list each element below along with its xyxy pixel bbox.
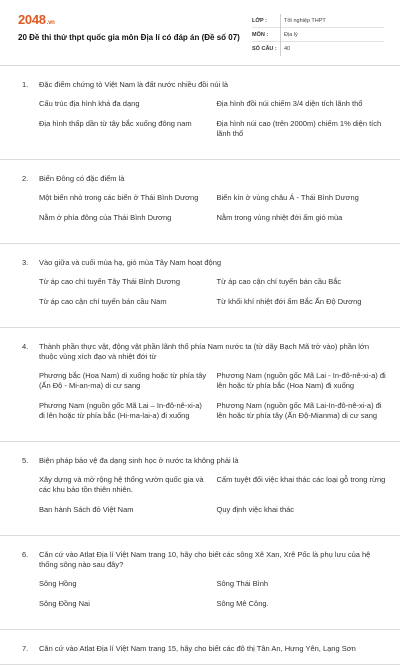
document-title: 20 Đề thi thử thpt quốc gia môn Địa lí có đáp án (Đề số 07) bbox=[18, 33, 240, 42]
answer-option[interactable]: Ban hành Sách đỏ Việt Nam bbox=[39, 505, 134, 514]
question-block bbox=[0, 536, 400, 630]
answer-options bbox=[22, 475, 386, 525]
answer-option[interactable]: Địa hình thấp dần từ tây bắc xuống đông nam bbox=[39, 119, 192, 128]
question-block bbox=[0, 66, 400, 160]
question-text: Thành phần thực vật, động vật phần lãnh thổ phía Nam nước ta (từ dãy Bạch Mã trở vào) phần lớn thuộc vùng xích đạo và nhiệt đới từ bbox=[39, 342, 370, 361]
question-block bbox=[0, 244, 400, 328]
question-header bbox=[22, 550, 386, 570]
answer-option[interactable]: Phương bắc (Hoa Nam) di xuống hoặc từ phía tây (Ấn Độ - Mi-an-ma) di cư sang bbox=[39, 371, 207, 390]
info-value: 40 bbox=[284, 46, 291, 52]
question-number: 5. bbox=[22, 456, 29, 465]
answer-option[interactable]: Từ áp cao cận chí tuyến bán cầu Bắc bbox=[216, 277, 342, 286]
answer-option[interactable]: Một biển nhỏ trong các biển ở Thái Bình Dương bbox=[39, 193, 199, 202]
question-number: 1. bbox=[22, 80, 29, 89]
answer-options bbox=[22, 99, 386, 149]
answer-option[interactable]: Sông Thái Bình bbox=[216, 579, 269, 588]
info-row-question-count bbox=[252, 42, 384, 56]
answer-option[interactable]: Cấm tuyệt đối việc khai thác các loại gỗ trong rừng bbox=[216, 475, 386, 484]
answer-option[interactable]: Địa hình đồi núi chiếm 3/4 diện tích lãnh thổ bbox=[216, 99, 363, 108]
question-header bbox=[22, 258, 386, 268]
document-header bbox=[0, 0, 400, 66]
answer-options bbox=[22, 371, 386, 431]
answer-option[interactable]: Quy định việc khai thác bbox=[216, 505, 295, 514]
answer-options bbox=[22, 193, 386, 233]
question-text: Biện pháp bảo vệ đa dạng sinh học ở nước ta không phải là bbox=[39, 456, 239, 465]
question-number: 7. bbox=[22, 644, 29, 653]
answer-option[interactable]: Cấu trúc địa hình khá đa dạng bbox=[39, 99, 140, 108]
logo-text: 2048 bbox=[18, 12, 46, 27]
question-number: 6. bbox=[22, 550, 29, 559]
question-text: Căn cứ vào Atlat Địa lí Việt Nam trang 10, hãy cho biết các sông Xê Xan, Xrê Pốc là phụ lưu của hệ thống sông nào sau đây? bbox=[39, 550, 371, 569]
answer-option[interactable]: Sông Mê Công. bbox=[216, 599, 269, 608]
question-text: Vào giữa và cuối mùa hạ, gió mùa Tây Nam hoạt động bbox=[39, 258, 222, 267]
question-header bbox=[22, 174, 386, 184]
question-block bbox=[0, 160, 400, 244]
answer-options bbox=[22, 579, 386, 619]
answer-option[interactable]: Sông Đồng Nai bbox=[39, 599, 90, 608]
answer-option[interactable]: Từ khối khí nhiệt đới ẩm Bắc Ấn Độ Dương bbox=[216, 297, 362, 306]
answer-option[interactable]: Nằm ở phía đông của Thái Bình Dương bbox=[39, 213, 172, 222]
answer-option[interactable]: Địa hình núi cao (trên 2000m) chiếm 1% diện tích lãnh thổ bbox=[216, 119, 382, 138]
question-header bbox=[22, 644, 386, 654]
info-key: SỐ CÂU : bbox=[252, 46, 277, 52]
answer-option[interactable]: Phương Nam (nguồn gốc Mã Lai - In-đô-nê-xi-a) đi lên hoặc từ phía bắc (Hoa Nam) đi xuống bbox=[216, 371, 386, 390]
answer-options bbox=[22, 277, 386, 317]
answer-option[interactable]: Biển kín ở vùng châu Á - Thái Bình Dương bbox=[216, 193, 359, 202]
answer-option[interactable]: Xây dựng và mở rộng hệ thống vườn quốc gia và các khu bảo tồn thiên nhiên. bbox=[39, 475, 204, 494]
answer-option[interactable]: Phương Nam (nguồn gốc Mã Lai-In-đô-nê-xi-a) đi lên hoặc từ phía tây (Ấn Độ-Mianma) di cư sang bbox=[216, 401, 382, 420]
info-value: Địa lý bbox=[284, 31, 298, 38]
answer-option[interactable]: Từ áp cao cận chí tuyến bán cầu Nam bbox=[39, 297, 167, 306]
question-block bbox=[0, 630, 400, 665]
question-list bbox=[0, 66, 400, 665]
question-text: Biển Đông có đặc điểm là bbox=[39, 174, 125, 183]
answer-option[interactable]: Nằm trong vùng nhiệt đới ẩm gió mùa bbox=[216, 213, 343, 222]
logo-suffix: .vn bbox=[46, 20, 55, 26]
answer-option[interactable]: Phương Nam (nguồn gốc Mã Lai – In-đô-nê-xi-a) đi lên hoặc từ phía bắc (Hi-ma-lai-a) đi xuống bbox=[39, 401, 202, 420]
info-divider bbox=[280, 14, 281, 56]
info-row-subject bbox=[252, 28, 384, 42]
question-text: Đặc điểm chứng tỏ Việt Nam là đất nước nhiều đồi núi là bbox=[39, 80, 229, 89]
question-header bbox=[22, 342, 386, 362]
question-number: 4. bbox=[22, 342, 29, 351]
question-header bbox=[22, 80, 386, 90]
question-block bbox=[0, 328, 400, 442]
info-row-class bbox=[252, 14, 384, 28]
exam-info-box bbox=[252, 14, 384, 56]
question-header bbox=[22, 456, 386, 466]
info-key: MÔN : bbox=[252, 31, 269, 38]
question-number: 3. bbox=[22, 258, 29, 267]
question-number: 2. bbox=[22, 174, 29, 183]
question-text: Căn cứ vào Atlat Địa lí Việt Nam trang 15, hãy cho biết các đô thị Tân An, Hưng Yên, Lạng Sơn bbox=[39, 644, 356, 653]
answer-option[interactable]: Sông Hồng bbox=[39, 579, 77, 588]
answer-option[interactable]: Từ áp cao chí tuyến Tây Thái Bình Dương bbox=[39, 277, 181, 286]
info-value: Tốt nghiệp THPT bbox=[284, 17, 326, 24]
question-block bbox=[0, 442, 400, 536]
info-key: LỚP : bbox=[252, 17, 267, 24]
site-logo[interactable] bbox=[18, 12, 55, 27]
